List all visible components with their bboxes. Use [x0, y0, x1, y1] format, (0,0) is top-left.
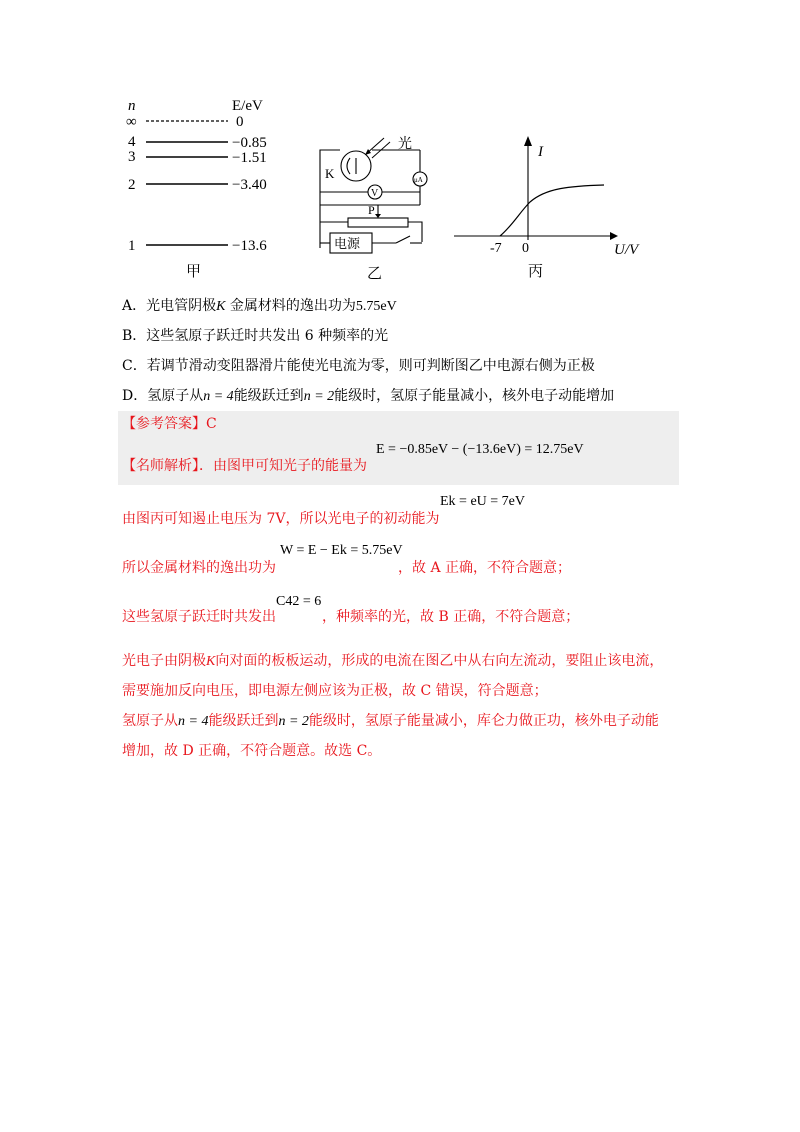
explanation-line-2 [122, 557, 276, 577]
slider-p-label: P [368, 203, 375, 217]
option-a-pre: A．光电管阴极 [122, 298, 217, 314]
explanation-line-1 [122, 508, 439, 528]
reference-answer: 【参考答案】C [122, 416, 217, 432]
level-n-1: 1 [128, 238, 136, 254]
explanation-line-1-text: 由图丙可知遏止电压为 7V，所以光电子的初动能为 [122, 511, 440, 527]
explanation-line-6-pre: 氢原子从 [122, 713, 178, 729]
analysis-lead: 【名师解析】．由图甲可知光子的能量为 [122, 458, 367, 474]
explanation-line-2-pre: 所以金属材料的逸出功为 [122, 560, 276, 576]
explanation-line-6-n4: n = 4 [178, 714, 209, 729]
tick-0: 0 [522, 241, 529, 256]
explanation-line-4-var: K [206, 654, 216, 669]
cathode-k-label: K [325, 166, 335, 181]
explanation-line-4 [122, 650, 663, 670]
figure-caption-yi: 乙 [367, 266, 383, 282]
tick-neg7: -7 [490, 241, 502, 256]
e-axis-label: E/eV [232, 98, 263, 114]
level-e-2: −3.40 [232, 177, 267, 193]
n-axis-label: n [128, 98, 136, 114]
x-axis-label: U/V [614, 242, 639, 258]
answer-box [118, 411, 679, 485]
level-e-inf: 0 [236, 114, 244, 130]
analysis-formula-energy: E = −0.85eV − (−13.6eV) = 12.75eV [376, 442, 584, 457]
rheostat-wire-right [408, 222, 422, 242]
level-e-3: −1.51 [232, 150, 267, 166]
explanation-line-2-post: ，故 A 正确，不符合题意； [398, 560, 572, 576]
option-d-mid: 能级跃迁到 [233, 388, 304, 404]
level-n-inf: ∞ [126, 114, 137, 130]
microammeter-label: μA [414, 176, 423, 184]
option-d-pre: D．氢原子从 [122, 388, 204, 404]
explanation-line-6-mid: 能级跃迁到 [208, 713, 279, 729]
light-label: 光 [398, 137, 412, 152]
figure-caption-bing: 丙 [528, 264, 544, 280]
switch [396, 236, 410, 243]
explanation-line-4-post: 向对面的板板运动，形成的电流在图乙中从右向左流动，要阻止该电流， [215, 653, 664, 669]
level-n-3: 3 [128, 149, 136, 165]
option-c: C．若调节滑动变阻器滑片能使光电流为零，则可判断图乙中电源右侧为正极 [122, 358, 595, 374]
explanation-line-6-post: 能级时，氢原子能量减小，库仑力做正功，核外电子动能 [308, 713, 659, 729]
explanation-line-3 [122, 606, 276, 626]
figure-caption-jia: 甲 [186, 264, 202, 280]
option-d-post: 能级时，氢原子能量减小，核外电子动能增加 [334, 388, 615, 404]
explanation-line-3-pre: 这些氢原子跃迁时共发出 [122, 609, 276, 625]
photoelectric-circuit-diagram [310, 130, 440, 285]
x-axis-arrow [610, 232, 618, 240]
option-d-n2: n = 2 [303, 389, 335, 404]
current-voltage-graph [450, 128, 650, 284]
power-source-label: 电源 [334, 236, 361, 251]
option-a-val: 5.75eV [355, 299, 397, 314]
formula-work-function: W = E − Ek = 5.75eV [280, 543, 403, 558]
option-b: B．这些氢原子跃迁时共发出 6 种频率的光 [122, 328, 389, 344]
y-axis-label: I [538, 144, 543, 160]
slider-arrow [375, 214, 381, 218]
explanation-line-5: 需要施加反向电压，即电源左侧应该为正极，故 C 错误，符合题意； [122, 683, 548, 699]
explanation-line-4-pre: 光电子由阴极 [122, 653, 206, 669]
level-n-4: 4 [128, 134, 136, 150]
option-a [122, 296, 397, 317]
rheostat [348, 218, 408, 227]
energy-level-diagram [118, 92, 298, 282]
explanation-line-6 [122, 710, 659, 730]
explanation-line-7: 增加，故 D 正确，不符合题意。故选 C。 [122, 743, 382, 759]
option-a-var: K [216, 299, 226, 314]
formula-kinetic-energy: Ek = eU = 7eV [440, 494, 525, 509]
photocurrent-curve [500, 185, 604, 236]
option-d [122, 386, 614, 407]
level-e-1: −13.6 [232, 238, 267, 254]
y-axis-arrow [524, 136, 532, 146]
level-e-4: −0.85 [232, 135, 267, 151]
option-d-n4: n = 4 [203, 389, 234, 404]
option-a-mid: 金属材料的逸出功为 [229, 298, 356, 314]
voltmeter-label: V [371, 188, 379, 199]
explanation-line-3-post: ，种频率的光，故 B 正确，不符合题意； [322, 609, 580, 625]
explanation-line-6-n2: n = 2 [278, 714, 309, 729]
level-n-2: 2 [128, 177, 136, 193]
formula-combination: C42 = 6 [276, 594, 322, 609]
